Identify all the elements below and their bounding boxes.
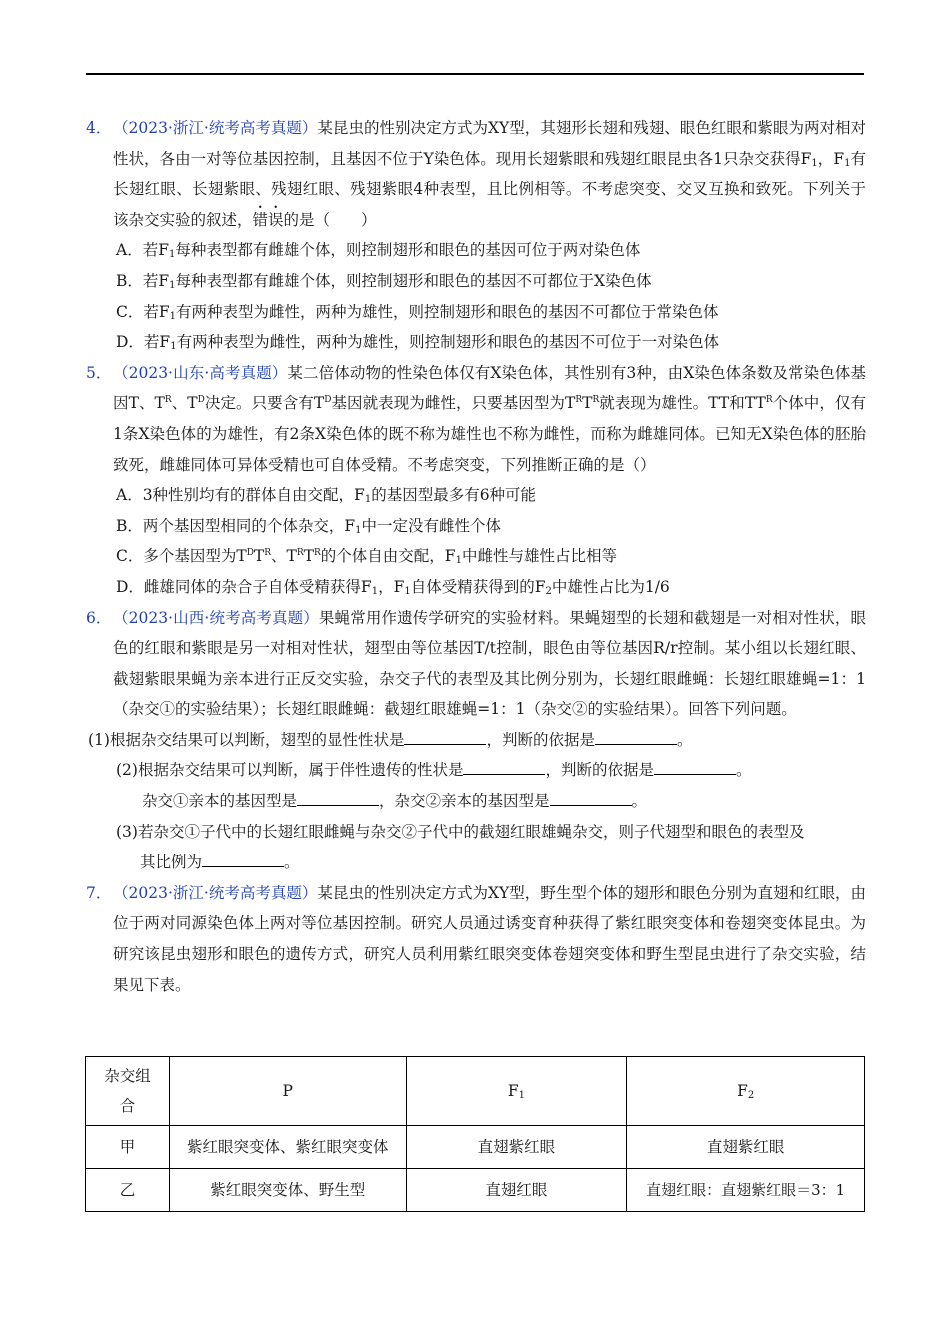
question-4 <box>86 113 866 358</box>
sub-question-2-cont: 杂交①亲本的基因型是 ，杂交②亲本的基因型是 。 <box>142 792 648 811</box>
table-cell: 甲 <box>86 1126 170 1169</box>
question-list <box>86 113 866 1000</box>
table-header-cell: P <box>169 1057 406 1126</box>
table-header-cell: $F_1$ <box>406 1057 627 1126</box>
table-cell: 紫红眼突变体、野生型 <box>169 1169 406 1212</box>
option-c: C．多个基因型为$T^DT^R$、$T^RT^R$的个体自由交配，$F_1$中雌性与雄性占比相等 <box>116 547 617 567</box>
question-6 <box>86 603 866 725</box>
answer-blank[interactable] <box>550 791 632 806</box>
table-cell: 乙 <box>86 1169 170 1212</box>
table-cell: 直翅红眼 <box>406 1169 627 1212</box>
option-d: D．若$F_1$有两种表型为雌性，两种为雄性，则控制翅形和眼色的基因不可位于一对染色体 <box>116 333 720 353</box>
question-5 <box>86 358 866 603</box>
answer-blank[interactable] <box>595 730 677 745</box>
header-rule <box>86 73 864 75</box>
question-source: （2023·浙江·统考高考真题） <box>113 883 318 902</box>
option-a: A．若$F_1$每种表型都有雌雄个体，则控制翅形和眼色的基因可位于两对染色体 <box>116 241 641 261</box>
option-d: D．雌雄同体的杂合子自体受精获得$F_1$，$F_1$自体受精获得到的$F_2$中雄性占比为1/6 <box>116 577 670 597</box>
sub-question-3-cont: 其比例为 。 <box>140 853 300 872</box>
sub-question-2: (2)根据杂交结果可以判断，属于伴性遗传的性状是 ，判断的依据是 。 <box>116 761 752 780</box>
answer-blank[interactable] <box>202 852 284 867</box>
emphasis-char: 错 <box>252 210 269 229</box>
question-7 <box>86 878 866 1000</box>
table-header-row <box>86 1057 865 1126</box>
table-row <box>86 1169 865 1212</box>
table-cell: 紫红眼突变体、紫红眼突变体 <box>169 1126 406 1169</box>
sub-question-3: (3)若杂交①子代中的长翅红眼雌蝇与杂交②子代中的截翅红眼雄蝇杂交，则子代翅型和眼色的表型及 <box>116 822 805 841</box>
option-c: C．若$F_1$有两种表型为雌性，两种为雄性，则控制翅形和眼色的基因不可都位于常染色体 <box>116 302 719 322</box>
table-cell: 直翅紫红眼 <box>406 1126 627 1169</box>
answer-blank[interactable] <box>404 730 486 745</box>
table-cell: 直翅紫红眼 <box>627 1126 865 1169</box>
option-b: B．两个基因型相同的个体杂交，$F_1$中一定没有雌性个体 <box>116 516 502 536</box>
question-source: （2023·浙江·统考高考真题） <box>113 119 318 137</box>
question-source: （2023·山东·高考真题） <box>113 363 288 382</box>
question-source: （2023·山西·统考高考真题） <box>113 608 319 627</box>
table-header-cell: $F_2$ <box>627 1057 865 1126</box>
table-header-cell: 杂交组 合 <box>86 1057 170 1126</box>
option-a: A．3种性别均有的群体自由交配，$F_1$的基因型最多有6种可能 <box>116 486 537 506</box>
question-number: 7． <box>86 883 112 902</box>
question-stem: （2023·山东·高考真题）某二倍体动物的性染色体仅有X染色体，其性别有3种，由X染色体条数及常染色体基因T、$T^R$、$T^D$决定。只要含有$T^D$基因就表现为雌性，只要基因型为$T^RT^R$就表现为雄性。TT和$TT^R$个体中，仅有1条X染色体的为雄性，有2条X染色体的既不称为雄性也不称为雌性，而称为雌雄同体。已知无X染色体的胚胎致死，雌雄同体可异体受精也可自体受精。不考虑突变，下列推断正确的是（） <box>113 363 866 474</box>
question-stem: （2023·浙江·统考高考真题）某昆虫的性别决定方式为XY型，其翅形长翅和残翅、眼色红眼和紫眼为两对相对性状，各由一对等位基因控制，且基因不位于Y染色体。现用长翅紫眼和残翅红眼昆虫各1只杂交获得$F_1$，$F_1$有长翅红眼、长翅紫眼、残翅红眼、残翅紫眼4种表型，且比例相等。不考虑突变、交叉互换和致死。下列关于该杂交实验的叙述，错误的是（ ） <box>113 119 866 229</box>
question-number: 6． <box>86 608 112 627</box>
option-b: B．若$F_1$每种表型都有雌雄个体，则控制翅形和眼色的基因不可都位于X染色体 <box>116 271 652 291</box>
emphasis-char: 误 <box>268 210 284 229</box>
question-number: 5． <box>86 363 112 382</box>
answer-blank[interactable] <box>654 760 736 775</box>
question-number: 4． <box>86 119 112 137</box>
cross-result-table <box>85 1056 865 1212</box>
table-row <box>86 1126 865 1169</box>
answer-blank[interactable] <box>463 760 545 775</box>
table-cell: 直翅红眼：直翅紫红眼＝3：1 <box>627 1169 865 1212</box>
question-stem: （2023·浙江·统考高考真题）某昆虫的性别决定方式为XY型，野生型个体的翅形和眼色分别为直翅和红眼，由位于两对同源染色体上两对等位基因控制。研究人员通过诱变育种获得了紫红眼突变体和卷翅突变体昆虫。为研究该昆虫翅形和眼色的遗传方式，研究人员利用紫红眼突变体卷翅突变体和野生型昆虫进行了杂交实验，结果见下表。 <box>113 883 866 994</box>
sub-question-1: (1)根据杂交结果可以判断，翅型的显性性状是 ，判断的依据是 。 <box>88 730 693 749</box>
answer-blank[interactable] <box>297 791 379 806</box>
question-stem: （2023·山西·统考高考真题）果蝇常用作遗传学研究的实验材料。果蝇翅型的长翅和截翅是一对相对性状，眼色的红眼和紫眼是另一对相对性状，翅型由等位基因T/t控制，眼色由等位基因R/r控制。某小组以长翅红眼、截翅紫眼果蝇为亲本进行正反交实验，杂交子代的表型及其比例分别为，长翅红眼雌蝇：长翅红眼雄蝇=1：1（杂交①的实验结果）；长翅红眼雌蝇：截翅红眼雄蝇=1：1（杂交②的实验结果）。回答下列问题。 <box>113 608 866 719</box>
